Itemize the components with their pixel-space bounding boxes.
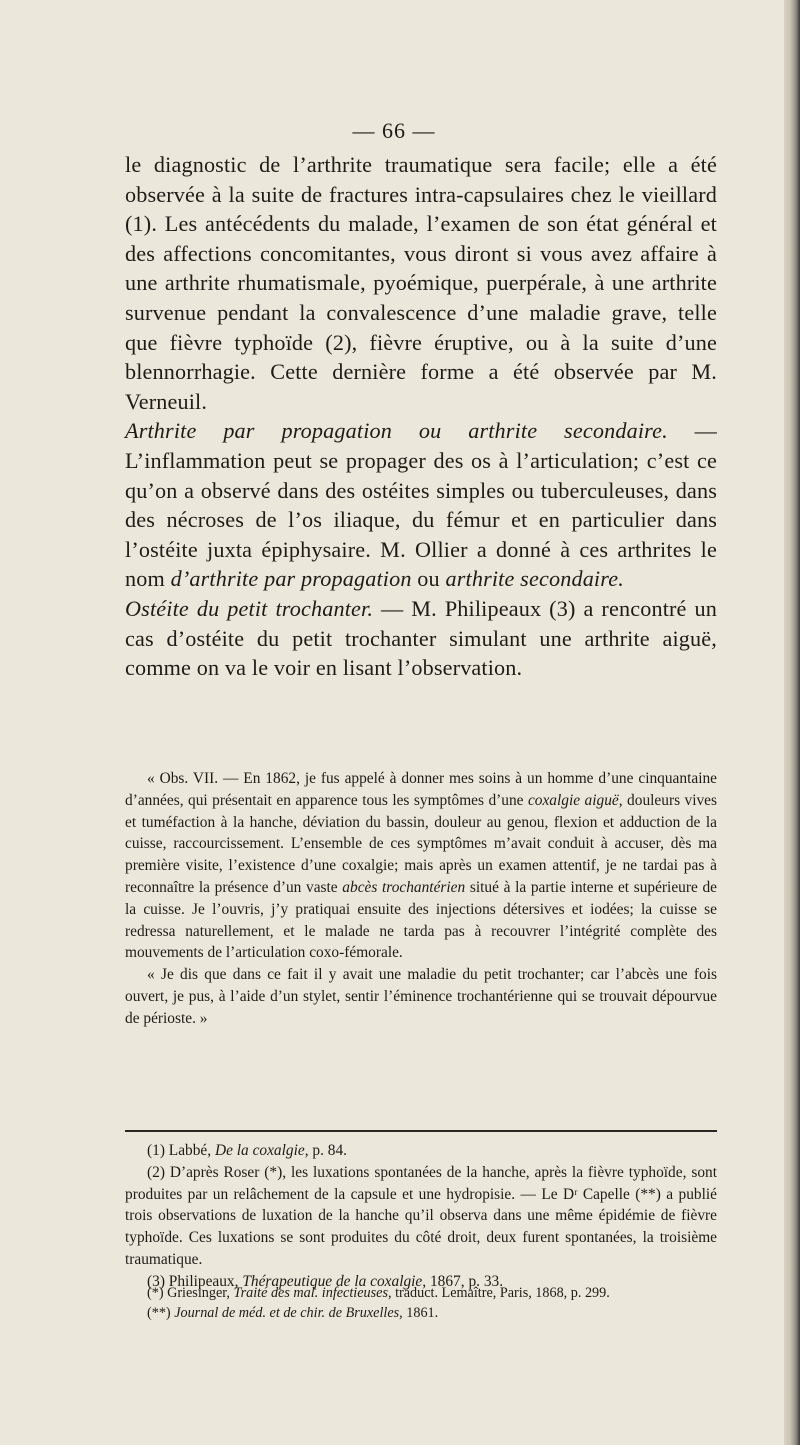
section-title-osteite: Ostéite du petit trochanter. (125, 595, 374, 621)
footnote-divider (125, 1130, 717, 1132)
page-edge-shadow (784, 0, 800, 1445)
main-text (125, 150, 717, 683)
section-title-arthrite: Arthrite par propagation ou arthrite secondaire. (125, 418, 668, 444)
footnote-3: (3) Philipeaux, Thérapeutique de la coxalgie, 1867, p. 33. (147, 1272, 504, 1290)
paragraph-osteite: Ostéite du petit trochanter. — M. Philipeaux (3) a rencontré un cas d’ostéite du petit trochanter simulant une arthrite aiguë, comme on va le voir en lisant l’observation. (125, 595, 717, 681)
paragraph-arthrite-propagation: Arthrite par propagation ou arthrite secondaire. — L’inflammation peut se propager des os à l’articulation; c’est ce qu’on a observé dans des ostéites simples ou tuberculeuses, dans des nécroses de l’os iliaque, du fémur et en particulier dans l’ostéite juxta épiphysaire. M. Ollier a donné à ces arthrites le nom d’arthrite par propagation ou arthrite secondaire. (125, 418, 717, 592)
footnote-1: (1) Labbé, De la coxalgie, p. 84. (147, 1142, 348, 1159)
observation-block (125, 768, 717, 1030)
paragraph-diagnostic: le diagnostic de l’arthrite traumatique sera facile; elle a été observée à la suite de fractures intra-capsulaires chez le vieillard (1). Les antécédents du malade, l’examen de son état général et des affections concomitantes, vous diront si vous avez affaire à une arthrite rhumatismale, pyoémique, puerpérale, à une arthrite survenue pendant la convalescence d’une maladie grave, telle que fièvre typhoïde (2), fièvre éruptive, ou à la suite d’une blennorrhagie. Cette dernière forme a été observée par M. Verneuil. (125, 152, 717, 414)
page-number: — 66 — (352, 118, 436, 143)
observation-paragraph-1: « Obs. VII. — En 1862, je fus appelé à donner mes soins à un homme d’une cinquantaine d’années, qui présentait en apparence tous les symptômes d’une coxalgie aiguë, douleurs vives et tuméfaction à la hanche, déviation du bassin, douleur au genou, flexion et adduction de la cuisse, raccourcissement. L’ensemble de ces symptômes m’avait conduit à accuser, dès ma première visite, l’existence d’une coxalgie; mais après un examen attentif, je ne tardai pas à reconnaître la présence d’un vaste abcès trochantérien situé à la partie interne et supérieure de la cuisse. Je l’ouvris, j’y pratiquai ensuite des injections détersives et iodées; la cuisse se redressa naturellement, et le malade ne tarda pas à recouvrer l’intégrité complète des mouvements de l’articulation coxo-fémorale. (125, 770, 717, 962)
footnotes (125, 1140, 717, 1293)
sub-footnote-1: (*) Griesinger, Traité des mal. infectieuses, traduct. Lemaître, Paris, 1868, p. 299. (147, 1285, 610, 1301)
footnote-2: (2) D’après Roser (*), les luxations spontanées de la hanche, après la fièvre typhoïde, sont produites par un relâchement de la capsule et une hydropisie. — Le Dʳ Capelle (**) a publié trois observations de luxation de la hanche qu’il observa dans une même épidémie de fièvre typhoïde. Ces luxations se sont produites du côté droit, deux furent spontanées, la troisième traumatique. (125, 1163, 717, 1268)
sub-footnote-2: (**) Journal de méd. et de chir. de Bruxelles, 1861. (147, 1305, 439, 1321)
sub-footnotes (125, 1283, 717, 1323)
observation-paragraph-2: « Je dis que dans ce fait il y avait une maladie du petit trochanter; car l’abcès une fois ouvert, je pus, à l’aide d’un stylet, sentir l’éminence trochantérienne qui se trouvait dépourvue de périoste. » (125, 966, 717, 1027)
